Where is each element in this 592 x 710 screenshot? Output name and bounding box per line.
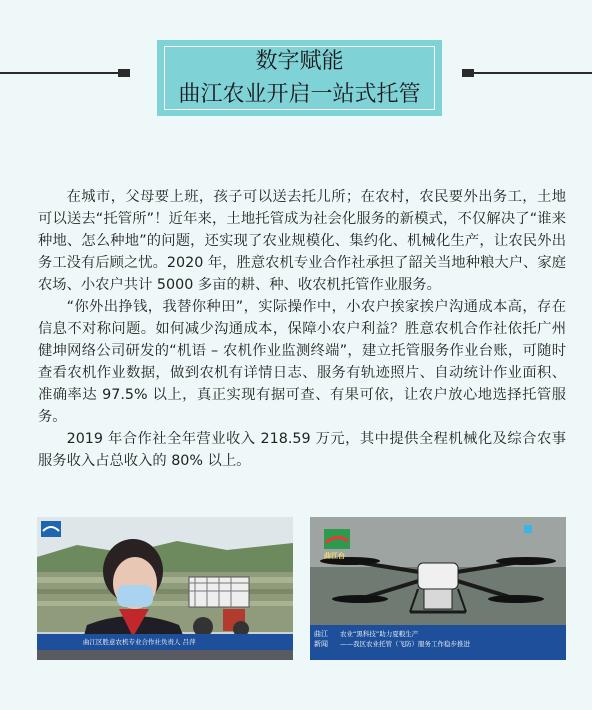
- header-dash-left: [118, 69, 130, 77]
- drone-photo: [310, 517, 566, 660]
- interview-photo: [37, 517, 293, 660]
- station-line-2: 新闻: [314, 640, 328, 648]
- paragraph: “你外出挣钱，我替你种田”，实际操作中，小农户挨家挨户沟通成本高，存在信息不对称问题。如何减少沟通成本，保障小农户利益？胜意农机合作社依托广州健坤网络公司研发的“机语 – 农机作业监测终端”，建立托管服务作业台账，可随时查看农机作业数据，做到农机有详情日志、服务有轨迹照片、自动统计作业面积、准确率达 97.5% 以上，真正实现有据可查、有果可依，让农户放心地选择托管服务。: [38, 299, 566, 425]
- station-label: [314, 629, 336, 649]
- paragraph: 2019 年合作社全年营业收入 218.59 万元，其中提供全程机械化及综合农事服务收入占总收入的 80% 以上。: [38, 431, 566, 469]
- caption-headline: [340, 629, 562, 649]
- title-line-1: 数字赋能: [255, 49, 344, 74]
- header-rule-right: [462, 72, 592, 74]
- caption-panel: [310, 625, 566, 660]
- channel-logo: 曲江台: [324, 552, 345, 560]
- caption-bar: [37, 634, 293, 650]
- caption-line-1: 农业“黑科技”助力夏粮生产: [340, 630, 419, 638]
- header-rule-left: [0, 72, 130, 74]
- paragraph: 在城市，父母要上班，孩子可以送去托儿所；在农村，农民要外出务工，土地可以送去“托管所”！近年来，土地托管成为社会化服务的新模式，不仅解决了“谁来种地、怎么种地”的问题，还实现了农业规模化、集约化、机械化生产，让农民外出务工没有后顾之忧。2020 年，胜意农机专业合作社承担了韶关当地种粮大户、家庭农场、小农户共计 5000 多亩的耕、种、收农机托管作业服务。: [38, 189, 566, 293]
- article-body: [38, 186, 566, 472]
- caption-subbar: [37, 650, 293, 660]
- caption-line-2: ——我区农业托管（飞防）服务工作稳步推进: [340, 640, 470, 648]
- header-dash-right: [462, 69, 474, 77]
- station-line-1: 曲江: [314, 630, 328, 638]
- caption-text: 曲江区胜意农机专业合作社负责人 吕萍: [83, 638, 196, 646]
- title-line-2: 曲江农业开启一站式托管: [178, 82, 421, 107]
